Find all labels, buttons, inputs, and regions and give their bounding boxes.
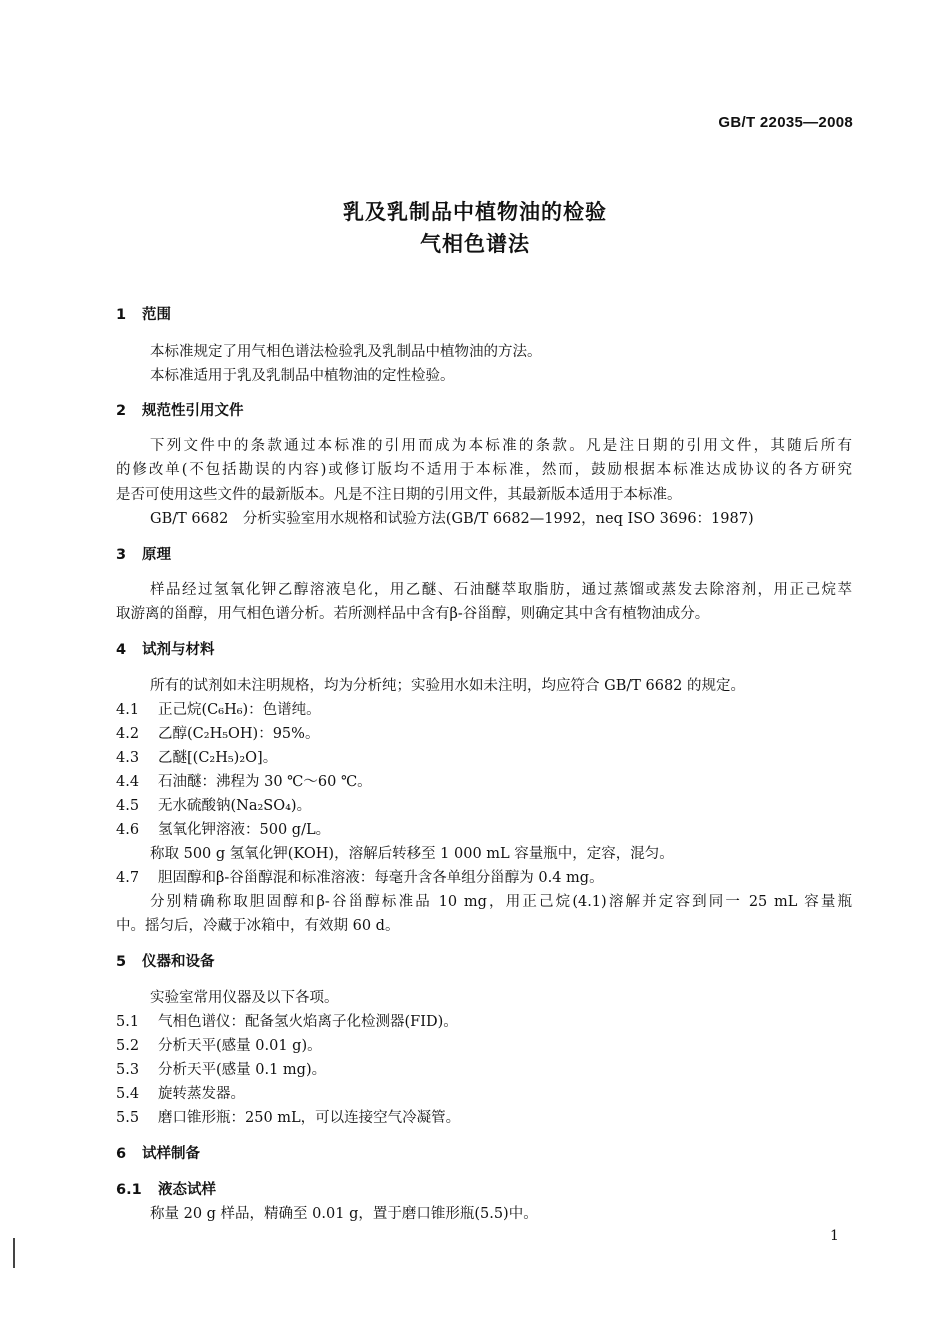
section-3-para: 取游离的甾醇，用气相色谱分析。若所测样品中含有β-谷甾醇，则确定其中含有植物油成分。	[116, 606, 710, 622]
section-2-para: 是否可使用这些文件的最新版本。凡是不注日期的引用文件，其最新版本适用于本标准。	[116, 487, 682, 503]
page-number: 1	[830, 1228, 839, 1244]
section-6-para: 称量 20 g 样品，精确至 0.01 g，置于磨口锥形瓶(5.5)中。	[150, 1206, 538, 1222]
reagent-detail: 称取 500 g 氢氧化钾(KOH)，溶解后转移至 1 000 mL 容量瓶中，定容，混匀。	[150, 846, 674, 862]
document-title: 乳及乳制品中植物油的检验	[343, 200, 607, 224]
reagent-item: 4.5 无水硫酸钠(Na₂SO₄)。	[116, 798, 312, 814]
section-1-heading: 1 范围	[116, 307, 171, 323]
apparatus-item: 5.2 分析天平(感量 0.01 g)。	[116, 1038, 322, 1054]
section-2-para: 的修改单(不包括勘误的内容)或修订版均不适用于本标准，然而，鼓励根据本标准达成协议的各方研究	[116, 462, 852, 478]
apparatus-item: 5.3 分析天平(感量 0.1 mg)。	[116, 1062, 327, 1078]
section-1-para: 本标准规定了用气相色谱法检验乳及乳制品中植物油的方法。	[150, 344, 542, 360]
reagent-item: 4.2 乙醇(C₂H₅OH)：95%。	[116, 726, 320, 742]
document-subtitle: 气相色谱法	[420, 232, 530, 256]
section-5-intro: 实验室常用仪器及以下各项。	[150, 990, 339, 1006]
section-4-heading: 4 试剂与材料	[116, 642, 215, 658]
reagent-item: 4.4 石油醚：沸程为 30 ℃～60 ℃。	[116, 774, 372, 790]
section-4-intro: 所有的试剂如未注明规格，均为分析纯；实验用水如未注明，均应符合 GB/T 6682 的规定。	[150, 678, 746, 694]
reagent-detail: 分别精确称取胆固醇和β-谷甾醇标准品 10 mg，用正己烷(4.1)溶解并定容到同一 25 mL 容量瓶	[150, 894, 852, 910]
reagent-item: 4.7 胆固醇和β-谷甾醇混和标准溶液：每毫升含各单组分甾醇为 0.4 mg。	[116, 870, 604, 886]
section-6-heading: 6 试样制备	[116, 1146, 200, 1162]
section-3-heading: 3 原理	[116, 547, 171, 563]
section-6-1-heading: 6.1 液态试样	[116, 1182, 216, 1198]
apparatus-item: 5.4 旋转蒸发器。	[116, 1086, 245, 1102]
reagent-item: 4.3 乙醚[(C₂H₅)₂O]。	[116, 750, 278, 766]
margin-mark	[13, 1238, 15, 1268]
apparatus-item: 5.1 气相色谱仪：配备氢火焰离子化检测器(FID)。	[116, 1014, 458, 1030]
standard-code: GB/T 22035—2008	[718, 114, 853, 131]
section-2-para: 下列文件中的条款通过本标准的引用而成为本标准的条款。凡是注日期的引用文件，其随后所有	[150, 438, 852, 454]
normative-reference: GB/T 6682 分析实验室用水规格和试验方法(GB/T 6682—1992，neq ISO 3696：1987)	[150, 511, 754, 527]
apparatus-item: 5.5 磨口锥形瓶：250 mL，可以连接空气冷凝管。	[116, 1110, 461, 1126]
reagent-detail: 中。摇匀后，冷藏于冰箱中，有效期 60 d。	[116, 918, 400, 934]
section-3-para: 样品经过氢氧化钾乙醇溶液皂化，用乙醚、石油醚萃取脂肪，通过蒸馏或蒸发去除溶剂，用正己烷萃	[150, 582, 852, 598]
section-5-heading: 5 仪器和设备	[116, 954, 215, 970]
reagent-item: 4.6 氢氧化钾溶液：500 g/L。	[116, 822, 331, 838]
section-1-para: 本标准适用于乳及乳制品中植物油的定性检验。	[150, 368, 455, 384]
reagent-item: 4.1 正己烷(C₆H₆)：色谱纯。	[116, 702, 321, 718]
section-2-heading: 2 规范性引用文件	[116, 403, 244, 419]
